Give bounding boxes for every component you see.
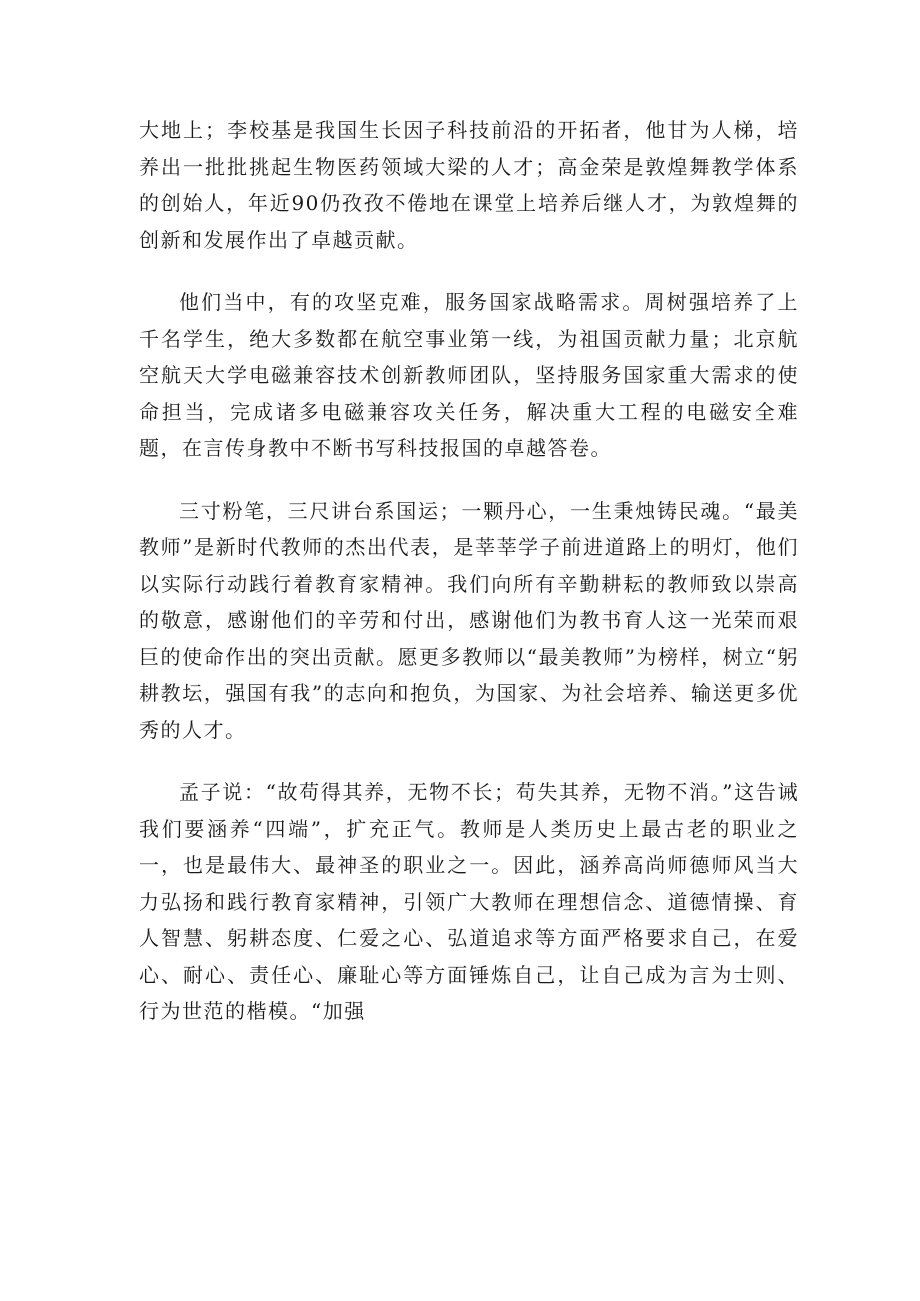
- paragraph-4: 孟子说：“故苟得其养，无物不长；苟失其养，无物不消。”这告诫我们要涵养“四端”，扩充正气。教师是人类历史上最古老的职业之一，也是最伟大、最神圣的职业之一。因此，涵养高尚师德师风当大力弘扬和践行教育家精神，引领广大教师在理想信念、道德情操、育人智慧、躬耕态度、仁爱之心、弘道追求等方面严格要求自己，在爱心、耐心、责任心、廉耻心等方面锤炼自己，让自己成为言为士则、行为世范的楷模。“加强: [139, 780, 799, 1023]
- paragraph-3: 三寸粉笔，三尺讲台系国运；一颗丹心，一生秉烛铸民魂。“最美教师”是新时代教师的杰出代表，是莘莘学子前进道路上的明灯，他们以实际行动践行着教育家精神。我们向所有辛勤耕耘的教师致以崇高的敬意，感谢他们的辛劳和付出，感谢他们为教书育人这一光荣而艰巨的使命作出的突出贡献。愿更多教师以“最美教师”为榜样，树立“躬耕教坛，强国有我”的志向和抱负，为国家、为社会培养、输送更多优秀的人才。: [139, 498, 799, 742]
- paragraph-1: 大地上；李校基是我国生长因子科技前沿的开拓者，他甘为人梯，培养出一批批挑起生物医药领域大梁的人才；高金荣是敦煌舞教学体系的创始人，年近90仍孜孜不倦地在课堂上培养后继人才，为敦煌舞的创新和发展作出了卓越贡献。: [139, 118, 799, 252]
- paragraph-2: 他们当中，有的攻坚克难，服务国家战略需求。周树强培养了上千名学生，绝大多数都在航空事业第一线，为祖国贡献力量；北京航空航天大学电磁兼容技术创新教师团队，坚持服务国家重大需求的使命担当，完成诸多电磁兼容攻关任务，解决重大工程的电磁安全难题，在言传身教中不断书写科技报国的卓越答卷。: [139, 290, 799, 460]
- article-body: [139, 112, 799, 1030]
